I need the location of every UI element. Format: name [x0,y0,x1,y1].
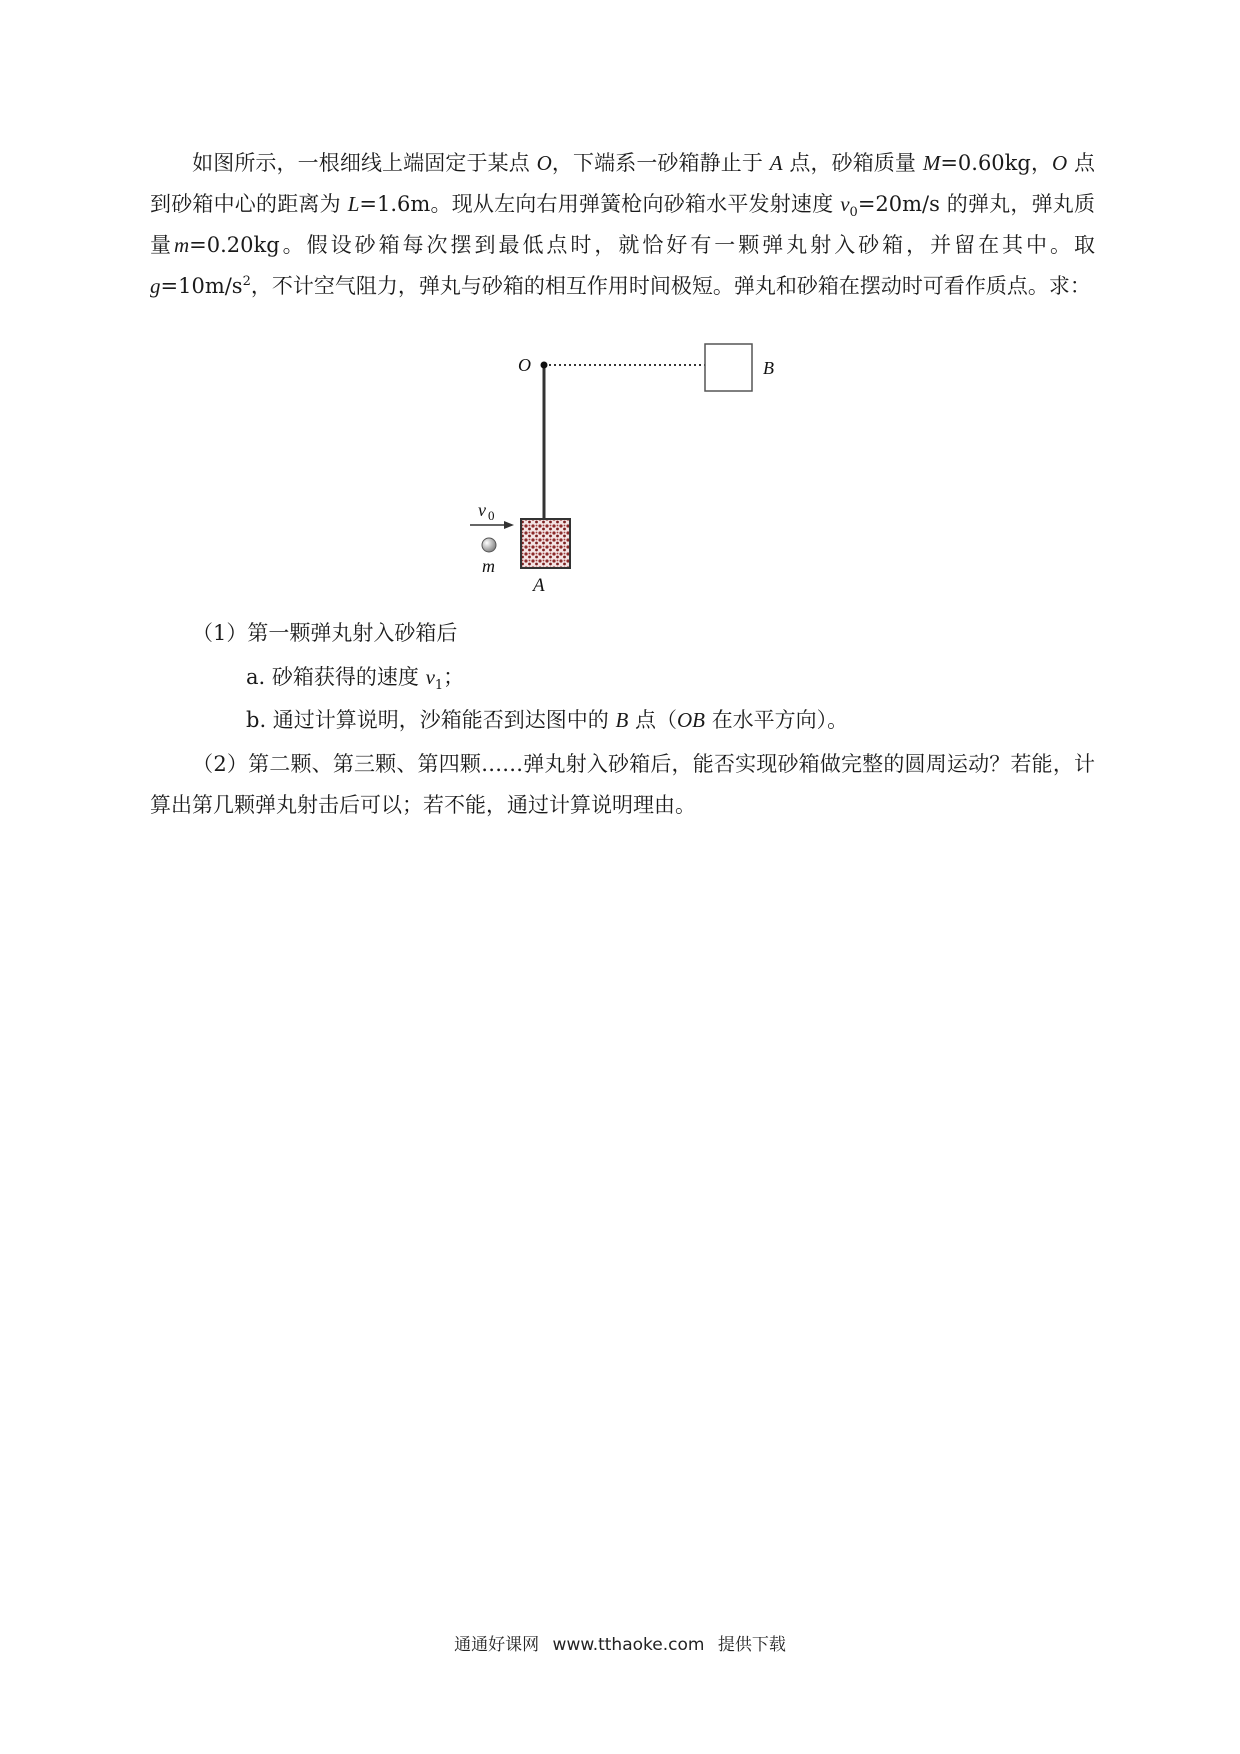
box-B [705,344,752,391]
question-1b-text: b. 通过计算说明，沙箱能否到达图中的 [246,708,609,732]
label-O: O [518,355,531,375]
var-v: v [425,665,435,689]
question-1b [246,705,848,735]
footer-site-name: 通通好课网 [454,1635,540,1655]
var-OB: OB [677,708,705,732]
intro-text: ，下端系一砂箱静止于 [551,151,763,175]
intro-text: =20m/s 的弹丸，弹丸质量 [150,192,1095,257]
intro-text: =0.20kg。假设砂箱每次摆到最低点时，就恰好有一颗弹丸射入砂箱，并留在其中。取 [189,233,1095,257]
var-B: B [615,708,629,732]
arrow-head [504,521,514,529]
bullet-ball [482,538,496,552]
question-1a [246,662,464,692]
intro-text: 如图所示，一根细线上端固定于某点 [192,151,530,175]
label-B: B [763,358,774,378]
var-g: g [150,274,161,298]
question-2-text: （2）第二颗、第三颗、第四颗……弹丸射入砂箱后，能否实现砂箱做完整的圆周运动？若能，计算出第几颗弹丸射击后可以；若不能，通过计算说明理由。 [150,752,1095,817]
label-m: m [482,556,495,576]
question-1b-text: 在水平方向）。 [711,708,849,732]
var-L: L [347,192,360,216]
question-1a-text: a. 砂箱获得的速度 [246,665,419,689]
intro-text: 点，砂箱质量 [789,151,917,175]
label-v: v [478,500,486,520]
label-A: A [533,575,545,596]
intro-text: ，不计空气阻力，弹丸与砂箱的相互作用时间极短。弹丸和砂箱在摆动时可看作质点。求： [250,274,1091,298]
footer-suffix: 提供下载 [717,1635,786,1655]
var-M: M [922,151,941,175]
question-2 [150,744,1095,826]
problem-intro [150,143,1095,307]
var-A: A [769,151,783,175]
footer [0,1630,1240,1655]
var-v: v [840,192,850,216]
footer-url[interactable]: www.tthaoke.com [552,1635,705,1655]
question-1a-text: ； [443,665,465,689]
intro-text: =1.6m。现从左向右用弹簧枪向砂箱水平发射速度 [359,192,834,216]
sand-box-A [521,519,570,568]
intro-text: =0.60kg， [940,151,1053,175]
question-1b-text: 点（ [635,708,677,732]
var-v-subscript: 1 [434,678,444,694]
pendulum-diagram [440,335,800,610]
var-O: O [1052,151,1068,175]
label-v-subscript: 0 [488,508,495,523]
question-1: （1）第一颗弹丸射入砂箱后 [192,621,458,645]
var-v-subscript: 0 [849,205,858,221]
intro-text: 点到砂箱中心的距离为 [150,151,1096,216]
var-O: O [536,151,552,175]
var-g-superscript: 2 [242,274,251,289]
intro-text: =10m/s [160,274,243,298]
var-m: m [173,233,190,257]
pivot-point [541,362,548,369]
